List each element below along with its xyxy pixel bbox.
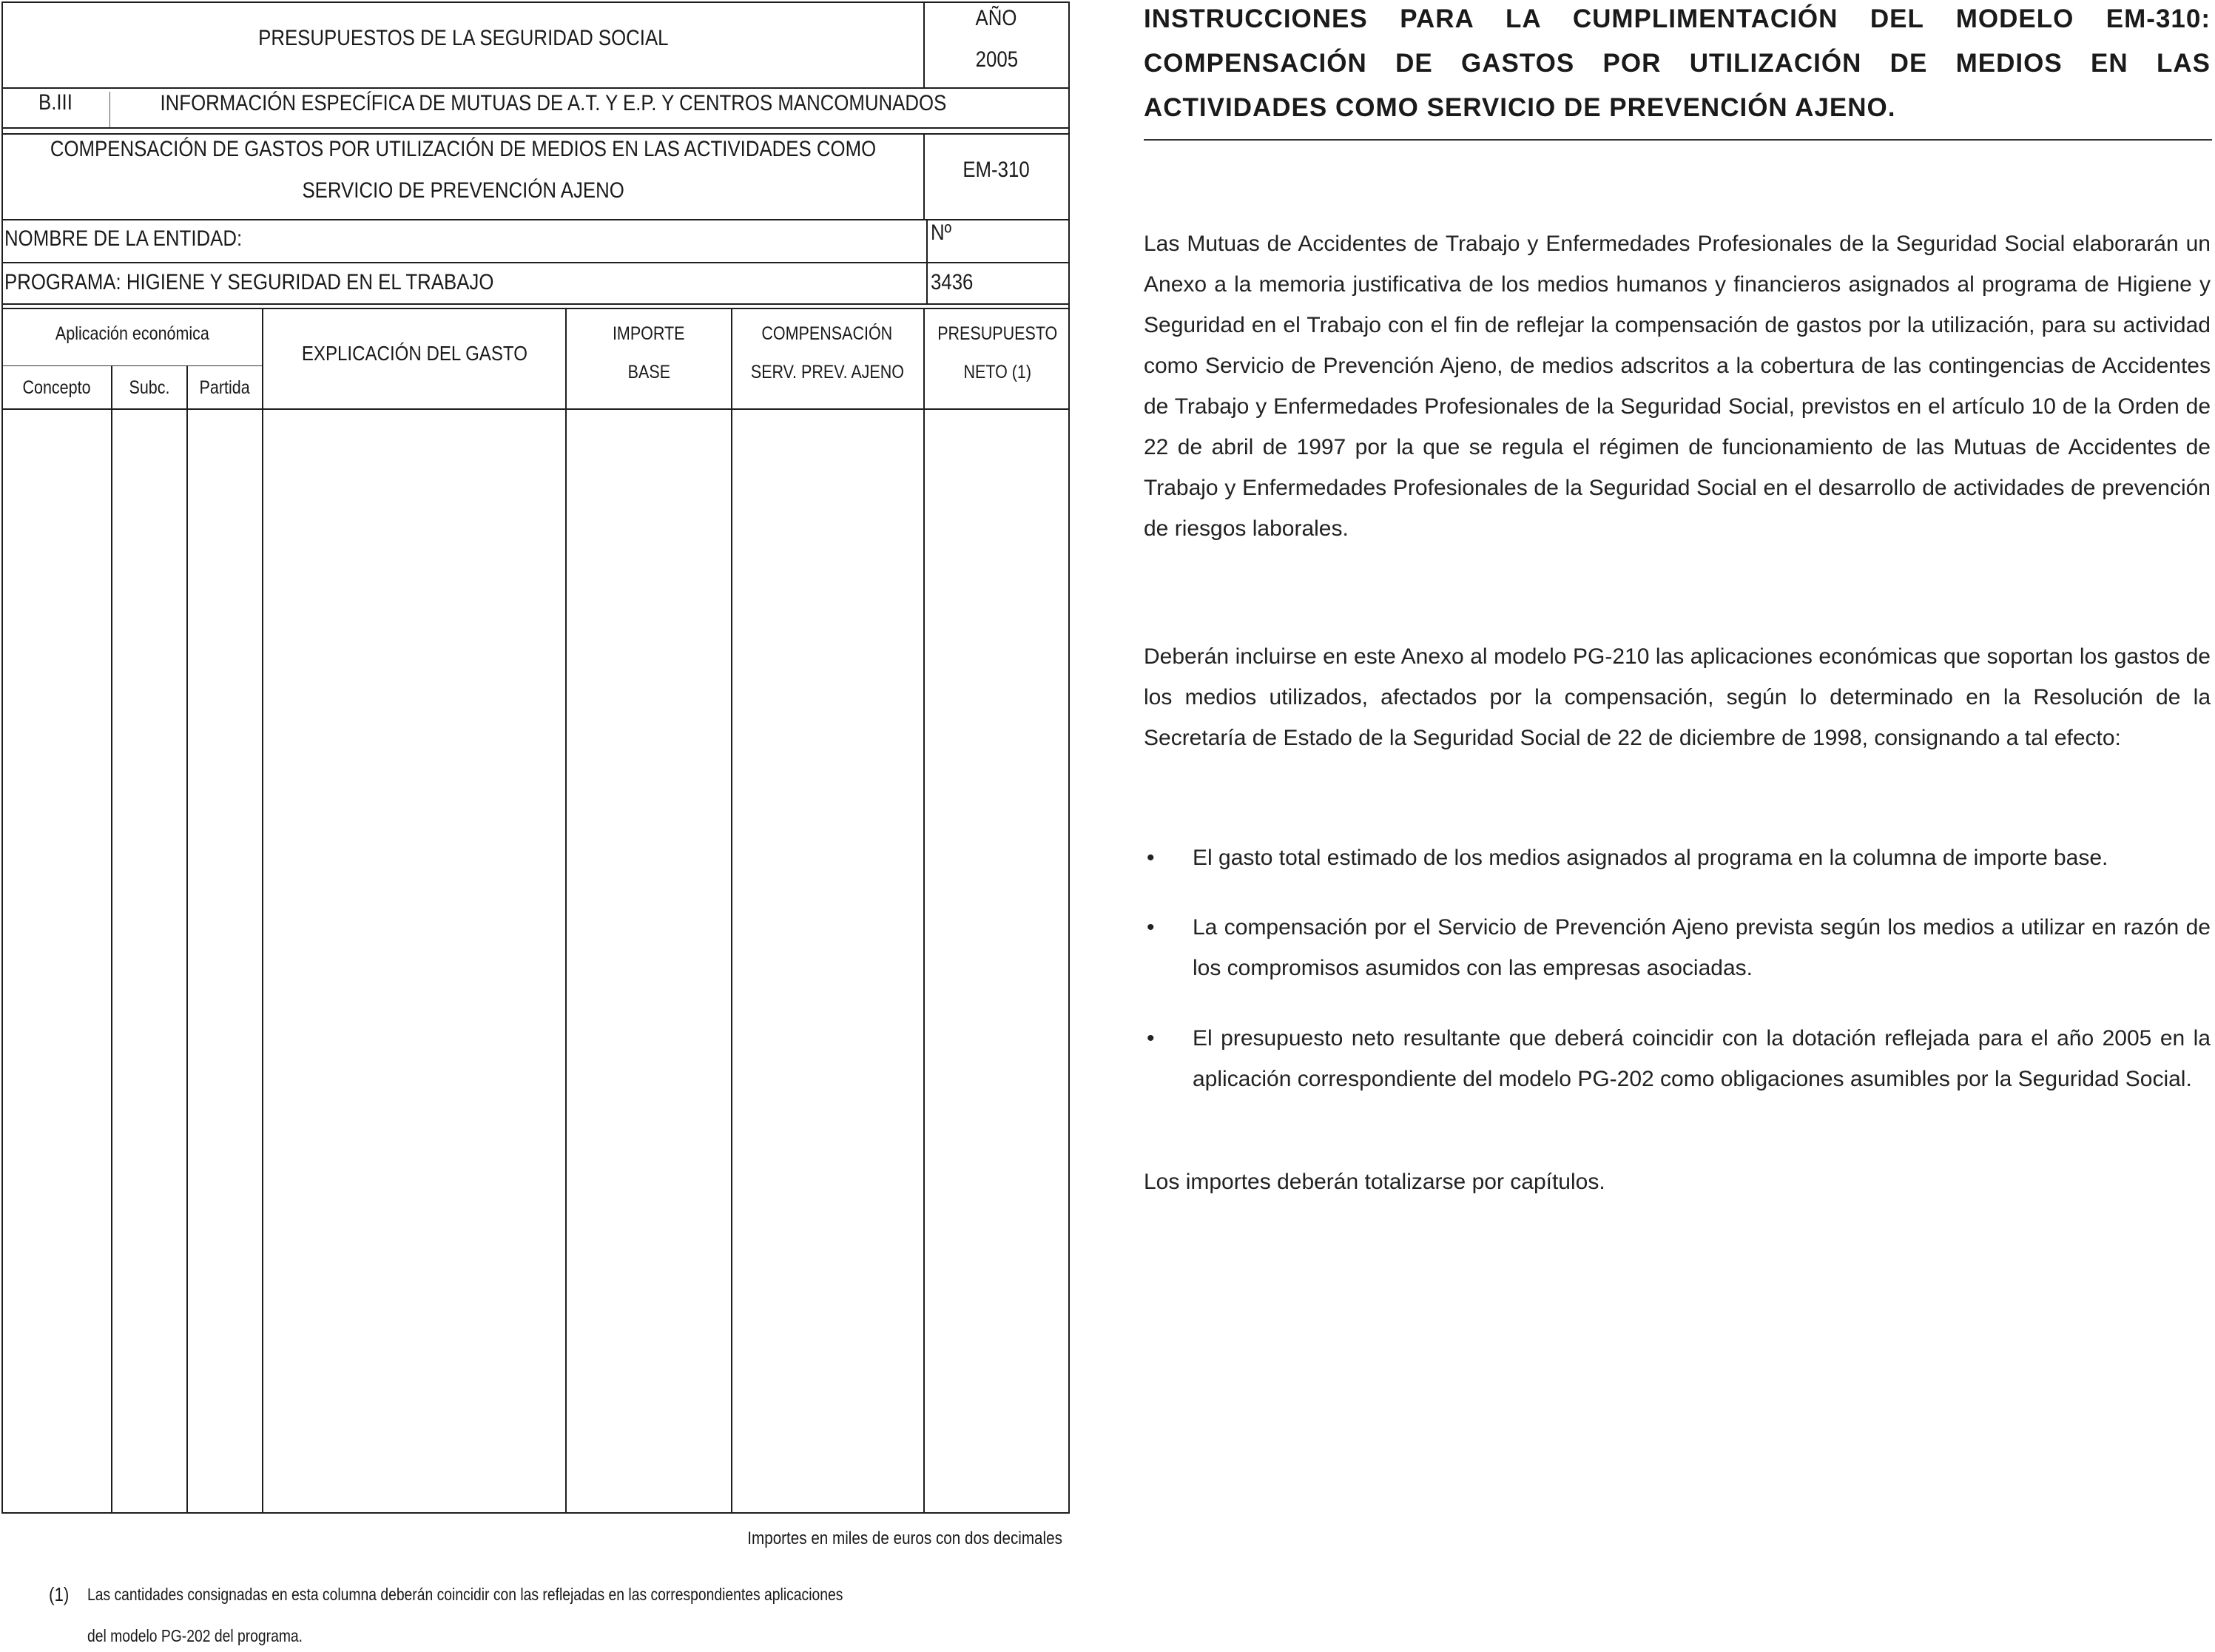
entity-number-label: Nº — [931, 220, 952, 245]
instructions-heading: INSTRUCCIONES PARA LA CUMPLIMENTACIÓN DEL MODELO EM-310: COMPENSACIÓN DE GASTOS POR UTILIZACIÓN DE MEDIOS EN LAS ACTIVIDADES COMO SERVICIO DE PREVENCIÓN AJENO. — [1144, 4, 2211, 122]
entry-net-budget-column[interactable] — [925, 411, 1068, 1512]
bullet-text-3: El presupuesto neto resultante que deberá coincidir con la dotación reflejada para el año 2005 en la aplicación correspondiente del modelo PG-202 como obligaciones asumibles por la Seguridad Social. — [1193, 1026, 2211, 1091]
units-note: Importes en miles de euros con dos decimales — [747, 1528, 1062, 1548]
instructions-panel — [1144, 0, 2212, 1194]
bullet-dot: • — [1147, 846, 1155, 870]
bullet-item-2 — [1144, 907, 2211, 988]
year-label: AÑO — [976, 6, 1017, 30]
bullet-dot: • — [1147, 915, 1155, 940]
bullet-text-2: La compensación por el Servicio de Prevención Ajeno prevista según los medios a utilizar en razón de los compromisos asumidos con las empresas asociadas. — [1193, 915, 2211, 980]
col-base-amount-line2: BASE — [627, 361, 670, 382]
section-code: B.III — [38, 90, 73, 115]
bullet-item-1 — [1144, 837, 2211, 878]
col-compensation-line2: SERV. PREV. AJENO — [750, 361, 904, 382]
col-base-amount-line1: IMPORTE — [613, 323, 685, 344]
entry-compensation-column[interactable] — [732, 411, 923, 1512]
col-partida: Partida — [199, 377, 251, 398]
instructions-paragraph-2: Deberán incluirse en este Anexo al modelo PG-210 las aplicaciones económicas que soportan los gastos de los medios utilizados, afectados por la compensación, según lo determinado en la Resolución de la Secretaría de Estado de la Seguridad Social de 22 de diciembre de 1998, consignando a tal efecto: — [1144, 644, 2211, 750]
col-compensation-line1: COMPENSACIÓN — [761, 323, 893, 344]
entry-partida-column[interactable] — [188, 411, 262, 1512]
entity-name-label: NOMBRE DE LA ENTIDAD: — [4, 226, 243, 251]
section-title: INFORMACIÓN ESPECÍFICA DE MUTUAS DE A.T. Y E.P. Y CENTROS MANCOMUNADOS — [160, 91, 947, 115]
bullet-text-1: El gasto total estimado de los medios asignados al programa en la columna de importe base. — [1193, 846, 2108, 870]
bullet-item-3 — [1144, 1018, 2211, 1099]
program-label: PROGRAMA: HIGIENE Y SEGURIDAD EN EL TRABAJO — [4, 270, 494, 294]
entry-base-amount-column[interactable] — [567, 411, 731, 1512]
entity-name-field[interactable] — [4, 222, 925, 256]
budget-form — [0, 0, 1073, 1652]
program-code: 3436 — [931, 270, 974, 294]
bullet-dot: • — [1147, 1026, 1155, 1051]
entry-concepto-column[interactable] — [3, 411, 111, 1512]
form-code: EM-310 — [962, 158, 1031, 182]
col-net-budget-line2: NETO (1) — [963, 361, 1031, 382]
entry-explanation-column[interactable] — [263, 411, 565, 1512]
form-title-line1: COMPENSACIÓN DE GASTOS POR UTILIZACIÓN DE MEDIOS EN LAS ACTIVIDADES COMO — [50, 137, 877, 161]
footnote-line1: Las cantidades consignadas en esta columna deberán coincidir con las reflejadas en las correspondientes aplicaciones — [87, 1585, 843, 1604]
form-header-title: PRESUPUESTOS DE LA SEGURIDAD SOCIAL — [257, 26, 669, 50]
entity-number-field[interactable] — [931, 220, 1068, 254]
col-explanation: EXPLICACIÓN DEL GASTO — [301, 342, 527, 365]
form-border-right — [1068, 1, 1070, 1514]
form-title-line2: SERVICIO DE PREVENCIÓN AJENO — [302, 178, 624, 203]
footnote-line2: del modelo PG-202 del programa. — [87, 1626, 303, 1645]
heading-divider — [1144, 139, 2212, 141]
footnote-marker: (1) — [49, 1583, 70, 1605]
instructions-paragraph-1: Las Mutuas de Accidentes de Trabajo y Enfermedades Profesionales de la Seguridad Social elaborarán un Anexo a la memoria justificativa de los medios humanos y financieros asignados al programa de Higiene y Seguridad en el Trabajo con el fin de reflejar la compensación de gastos por la utilización, para su actividad como Servicio de Prevención Ajeno, de medios adscritos a la cobertura de las contingencias de Accidentes de Trabajo y Enfermedades Profesionales de la Seguridad Social, previstos en el artículo 10 de la Orden de 22 de abril de 1997 por la que se regula el régimen de funcionamiento de las Mutuas de Accidentes de Trabajo y Enfermedades Profesionales de la Seguridad Social en el desarrollo de actividades de prevención de riesgos laborales. — [1144, 232, 2211, 541]
col-subc: Subc. — [129, 377, 170, 398]
col-net-budget-line1: PRESUPUESTO — [937, 323, 1058, 344]
instructions-closing: Los importes deberán totalizarse por capítulos. — [1144, 1170, 1605, 1194]
col-concepto: Concepto — [22, 377, 92, 398]
form-border-bottom — [1, 1512, 1070, 1514]
year-value: 2005 — [975, 47, 1018, 72]
entry-subc-column[interactable] — [112, 411, 186, 1512]
col-economic-application: Aplicación económica — [55, 323, 209, 344]
